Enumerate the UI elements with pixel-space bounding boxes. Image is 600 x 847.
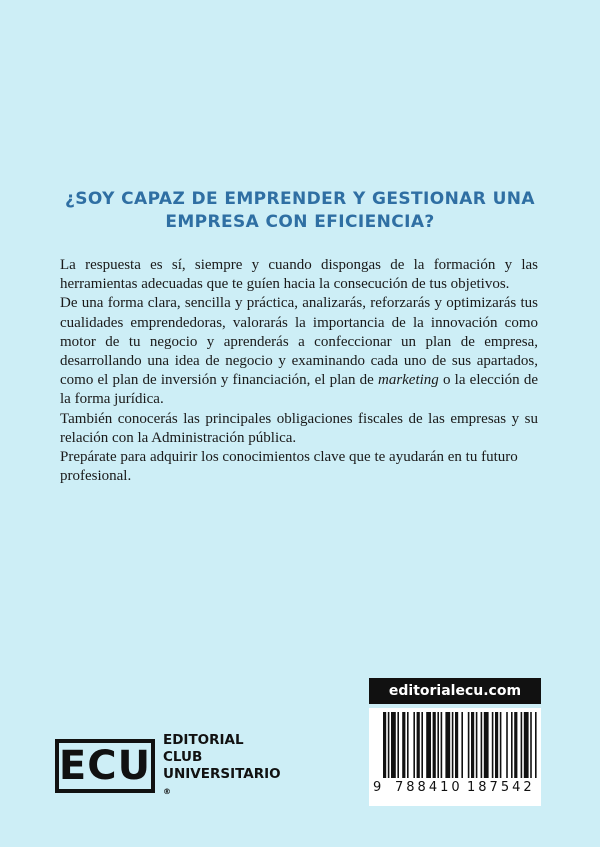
barcode-bar xyxy=(437,712,439,778)
barcode-bar xyxy=(524,712,529,778)
barcode-bar xyxy=(421,712,423,778)
barcode-bar xyxy=(402,712,405,778)
publisher-name xyxy=(163,732,281,800)
publisher-name-line-3-text: UNIVERSITARIO xyxy=(163,766,281,782)
barcode-bar xyxy=(514,712,517,778)
publisher-logo xyxy=(55,732,281,796)
barcode-bar xyxy=(417,712,420,778)
barcode-bar xyxy=(495,712,498,778)
blurb xyxy=(60,256,538,486)
barcode-digits xyxy=(369,780,541,802)
barcode-bar xyxy=(506,712,508,778)
barcode-bar xyxy=(476,712,478,778)
barcode-bar xyxy=(445,712,450,778)
barcode-bar xyxy=(397,712,399,778)
website-label: editorialecu.com xyxy=(369,678,541,704)
blurb-paragraph-2 xyxy=(60,294,538,409)
barcode-bar xyxy=(468,712,470,778)
blurb-paragraph-1: La respuesta es sí, siempre y cuando dispongas de la formación y las herramientas adecuadas que te guíen hacia la consecución de tus objetivos. xyxy=(60,257,538,293)
publisher-name-line-1: EDITORIAL xyxy=(163,732,244,748)
headline-line-2: EMPRESA CON EFICIENCIA? xyxy=(165,212,435,232)
barcode-bar xyxy=(461,712,463,778)
barcode-bar xyxy=(407,712,409,778)
barcode-bar xyxy=(484,712,489,778)
barcode-bar xyxy=(441,712,443,778)
barcode-right-digits: 187542 xyxy=(467,780,535,795)
barcode-lead-digit: 9 xyxy=(373,780,382,795)
barcode-bar xyxy=(391,712,396,778)
blurb-paragraph-3: También conocerás las principales obligaciones fiscales de las empresas y su relación con la Administración pública. xyxy=(60,410,538,446)
publisher-name-line-2: CLUB xyxy=(163,749,203,765)
ecu-logo-mark: ECU xyxy=(55,739,155,793)
barcode-bar xyxy=(452,712,454,778)
back-cover-headline xyxy=(40,188,560,234)
blurb-paragraph-2-start: De una forma clara, sencilla y práctica, analizarás, reforzarás y optimizarás tus cualidades emprendedoras, valorarás la importancia de la innovación como motor de tu negocio y aprenderás a confeccionar un plan de empresa, desarrollando una idea de negocio y examinando cada uno de sus apartados, como el plan de inversión y financiación, el plan de xyxy=(60,295,538,389)
headline-line-1: ¿SOY CAPAZ DE EMPRENDER Y GESTIONAR UNA xyxy=(64,189,535,209)
barcode-bar xyxy=(500,712,502,778)
blurb-paragraph-4: Prepárate para adquirir los conocimientos clave que te ayudarán en tu futuro profesional. xyxy=(60,449,518,485)
barcode-bar xyxy=(433,712,436,778)
barcode-left-digits: 788410 xyxy=(395,780,463,795)
barcode-bar xyxy=(383,712,386,778)
barcode-bar xyxy=(413,712,415,778)
barcode-bar xyxy=(511,712,513,778)
isbn-barcode xyxy=(369,708,541,806)
barcode-bars xyxy=(369,708,541,782)
barcode-bar xyxy=(426,712,431,778)
blurb-paragraph-2-end: o la elección de la forma jurídica. xyxy=(60,372,538,408)
barcode-bar xyxy=(530,712,532,778)
barcode-bar xyxy=(388,712,390,778)
barcode-bar xyxy=(481,712,483,778)
publisher-name-line-3 xyxy=(163,766,281,800)
barcode-bar xyxy=(535,712,537,778)
barcode-bar xyxy=(471,712,474,778)
barcode-bar xyxy=(455,712,458,778)
barcode-bar xyxy=(521,712,523,778)
registered-mark: ® xyxy=(163,787,171,796)
barcode-bar xyxy=(492,712,494,778)
blurb-emphasis: marketing xyxy=(377,372,439,389)
